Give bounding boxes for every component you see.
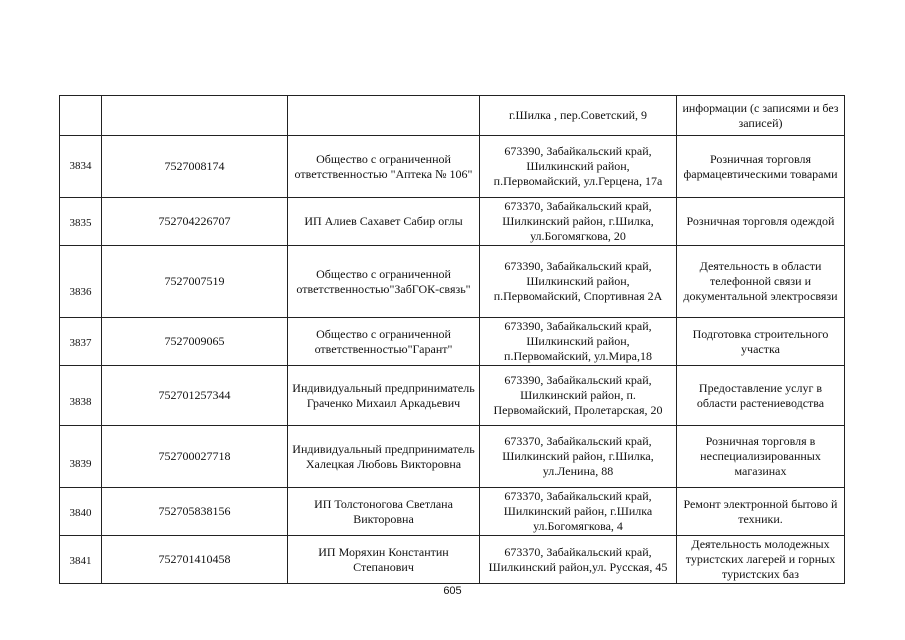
activity-cell: Подготовка строительного участка [677,318,845,366]
table-row [60,318,845,366]
address-cell: 673370, Забайкальский край, Шилкинский район, г.Шилка, ул.Богомягкова, 20 [480,198,677,246]
activity-cell: Деятельность молодежных туристских лагерей и горных туристских баз [677,536,845,584]
row-number: 3841 [60,536,102,584]
organization-name-cell: Общество с ограниченной ответственностью"Гарант" [288,318,480,366]
inn-cell: 752701410458 [102,536,288,584]
address-cell: 673390, Забайкальский край, Шилкинский район, п.Первомайский, Спортивная 2А [480,246,677,318]
row-number: 3840 [60,488,102,536]
registry-table [59,95,845,584]
organization-name-cell: Индивидуальный предприниматель Граченко Михаил Аркадьевич [288,366,480,426]
inn-cell: 7527008174 [102,136,288,198]
organization-name-cell: Индивидуальный предприниматель Халецкая Любовь Викторовна [288,426,480,488]
activity-cell: Деятельность в области телефонной связи и документальной электросвязи [677,246,845,318]
inn-cell: 752704226707 [102,198,288,246]
inn-cell [102,96,288,136]
organization-name-cell: ИП Толстоногова Светлана Викторовна [288,488,480,536]
table-row [60,488,845,536]
address-cell: 673390, Забайкальский край, Шилкинский район, п.Первомайский, ул.Мира,18 [480,318,677,366]
inn-cell: 752701257344 [102,366,288,426]
address-cell: 673370, Забайкальский край, Шилкинский район, г.Шилка, ул.Ленина, 88 [480,426,677,488]
inn-cell: 752705838156 [102,488,288,536]
table-row [60,426,845,488]
activity-cell: Розничная торговля одеждой [677,198,845,246]
organization-name-cell: ИП Алиев Сахавет Сабир оглы [288,198,480,246]
row-number: 3836 [60,246,102,318]
row-number: 3838 [60,366,102,426]
row-number: 3835 [60,198,102,246]
table-row [60,246,845,318]
address-cell: 673370, Забайкальский край, Шилкинский район, г.Шилка ул.Богомягкова, 4 [480,488,677,536]
table-row [60,198,845,246]
row-number: 3834 [60,136,102,198]
inn-cell: 7527007519 [102,246,288,318]
organization-name-cell: Общество с ограниченной ответственностью "Аптека № 106" [288,136,480,198]
address-cell: 673390, Забайкальский край, Шилкинский район, п.Первомайский, ул.Герцена, 17а [480,136,677,198]
inn-cell: 7527009065 [102,318,288,366]
row-number: 3839 [60,426,102,488]
table-row [60,136,845,198]
row-number [60,96,102,136]
activity-cell: информации (с записями и без записей) [677,96,845,136]
row-number: 3837 [60,318,102,366]
activity-cell: Розничная торговля в неспециализированных магазинах [677,426,845,488]
table-row [60,536,845,584]
organization-name-cell: ИП Моряхин Константин Степанович [288,536,480,584]
organization-name-cell [288,96,480,136]
page-number: 605 [443,585,462,597]
activity-cell: Розничная торговля фармацевтическими товарами [677,136,845,198]
activity-cell: Ремонт электронной бытово й техники. [677,488,845,536]
address-cell: г.Шилка , пер.Советский, 9 [480,96,677,136]
address-cell: 673390, Забайкальский край, Шилкинский район, п. Первомайский, Пролетарская, 20 [480,366,677,426]
address-cell: 673370, Забайкальский край, Шилкинский район,ул. Русская, 45 [480,536,677,584]
activity-cell: Предоставление услуг в области растениеводства [677,366,845,426]
table-row [60,96,845,136]
table-row [60,366,845,426]
inn-cell: 752700027718 [102,426,288,488]
organization-name-cell: Общество с ограниченной ответственностью"ЗабГОК-связь" [288,246,480,318]
